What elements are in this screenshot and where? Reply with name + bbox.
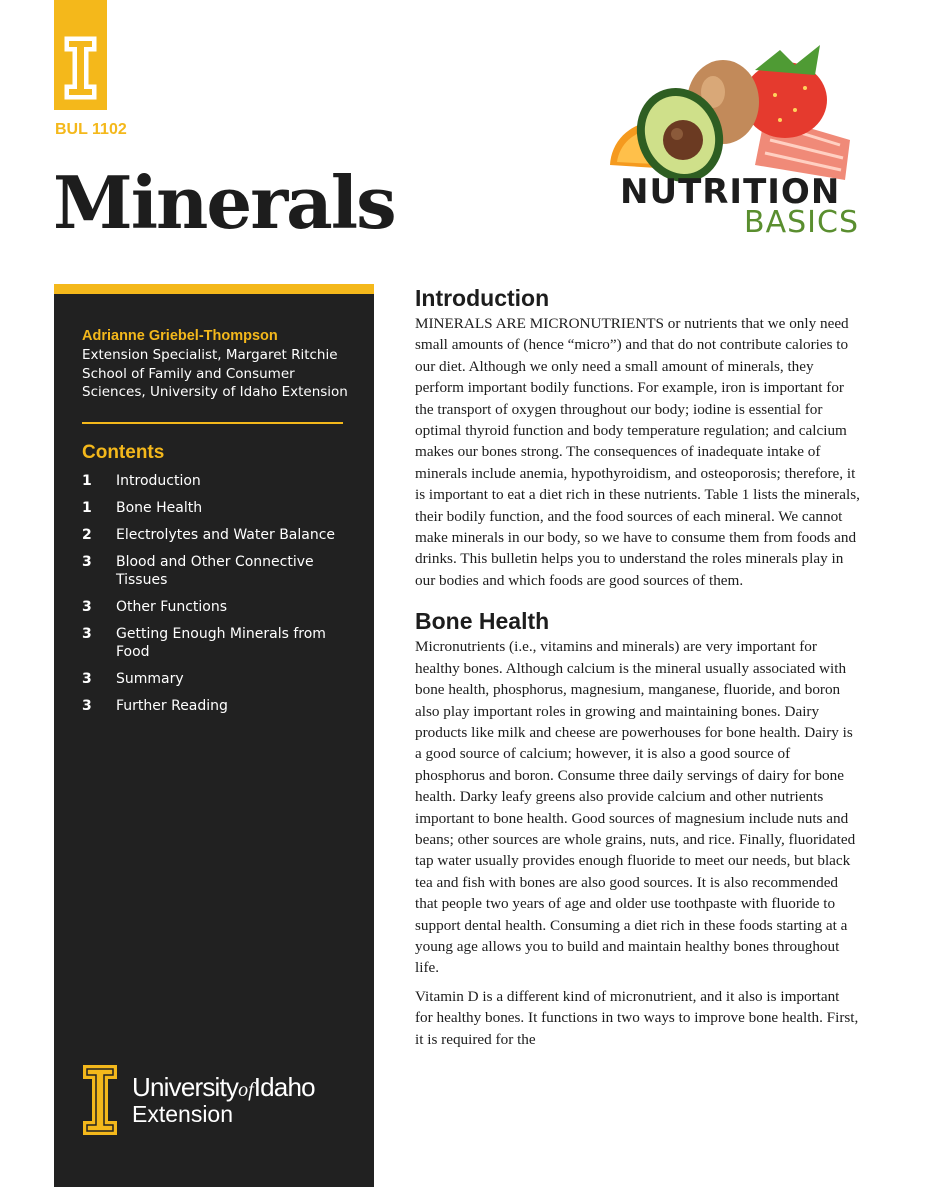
university-i-logo-icon (82, 1064, 118, 1136)
sidebar-divider (82, 422, 343, 424)
sidebar (54, 284, 374, 1187)
table-of-contents (82, 472, 352, 724)
toc-page-number: 3 (82, 554, 92, 570)
toc-label: Blood and Other Connective Tissues (116, 554, 314, 588)
toc-page-number: 3 (82, 698, 92, 714)
toc-page-number: 3 (82, 599, 92, 615)
toc-page-number: 2 (82, 527, 92, 543)
toc-item[interactable] (82, 553, 352, 589)
toc-item[interactable] (82, 697, 352, 715)
toc-item[interactable] (82, 625, 352, 661)
nutrition-food-illustration (605, 40, 865, 190)
toc-item[interactable] (82, 499, 352, 517)
toc-page-number: 1 (82, 500, 92, 516)
toc-item[interactable] (82, 598, 352, 616)
brand-tab (54, 0, 107, 110)
section-heading-introduction: Introduction (415, 285, 550, 311)
series-logo-line1: NUTRITION (620, 172, 841, 212)
lead-in: MINERALS ARE MICRONUTRIENTS (415, 315, 664, 332)
university-wordmark: UniversityofIdaho (132, 1072, 315, 1102)
toc-label: Getting Enough Minerals from Food (116, 626, 326, 660)
series-logo-line2: BASICS (744, 205, 859, 240)
introduction-paragraph: MINERALS ARE MICRONUTRIENTS or nutrients that we only need small amounts of (hence “micro”) and that do not contribute calories to our diet. Although we only need a small amount of minerals, they perform important bodily functions. For example, iron is important for the transport of oxygen throughout our body; iodine is essential for optimal thyroid function and body temperature regulation; and calcium makes our bones strong. The consequences of inadequate intake of minerals include anemia, hypothyroidism, and osteoporosis; therefore, it is important to eat a diet rich in these nutrients. Table 1 lists the minerals, their bodily function, and the food sources of each mineral. We cannot make minerals in our body, so we have to consume them from foods and drinks. This bulletin helps you to understand the roles minerals play in our bodies and which foods are good sources of them. (415, 315, 860, 589)
toc-label: Further Reading (116, 698, 228, 714)
toc-label: Summary (116, 671, 184, 687)
section-heading-bone-health: Bone Health (415, 608, 550, 635)
toc-label: Electrolytes and Water Balance (116, 527, 336, 543)
sidebar-accent-bar (54, 284, 374, 294)
page-title: Minerals (53, 160, 395, 245)
toc-item[interactable] (82, 472, 352, 490)
toc-item[interactable] (82, 526, 352, 544)
author-description: Extension Specialist, Margaret Ritchie School of Family and Consumer Sciences, University of Idaho Extension (82, 347, 348, 400)
toc-label: Introduction (116, 473, 201, 489)
contents-heading: Contents (82, 442, 165, 463)
main-content (415, 283, 860, 1050)
toc-page-number: 1 (82, 473, 92, 489)
author-name: Adrianne Griebel-Thompson (82, 328, 278, 344)
toc-label: Bone Health (116, 500, 203, 516)
toc-page-number: 3 (82, 671, 92, 687)
toc-item[interactable] (82, 670, 352, 688)
idaho-i-logo-icon (63, 35, 98, 101)
extension-wordmark: Extension (132, 1101, 234, 1127)
bone-health-paragraph: Micronutrients (i.e., vitamins and minerals) are very important for healthy bones. Although calcium is the mineral usually associated with bone health, phosphorus, magnesium, manganese, fluoride, and boron also play important roles in growing and maintaining bones. Dairy products like milk and cheese are powerhouses for bone health. Dairy is a good source of calcium; however, it is also a good source of phosphorus and boron. Consume three daily servings of dairy for bone health. Darky leafy greens also provide calcium and other nutrients important to bone health. Good sources of magnesium include nuts and beans; other sources are whole grains, nuts, and rice. Finally, fluoridated tap water usually provides enough fluoride to meet our needs, but black tea and fish with bones are also good sources. It is also recommended that people two years of age and older use toothpaste with fluoride to support dental health. Consuming a diet rich in these foods starting at a young age allows you to build and maintain healthy bones throughout life. (415, 638, 856, 977)
bulletin-number: BUL 1102 (55, 121, 127, 138)
vitamin-d-paragraph: Vitamin D is a different kind of micronutrient, and it also is important for healthy bones. It functions in two ways to improve bone health. First, it is required for the (415, 987, 859, 1048)
toc-page-number: 3 (82, 626, 92, 642)
toc-label: Other Functions (116, 599, 228, 615)
